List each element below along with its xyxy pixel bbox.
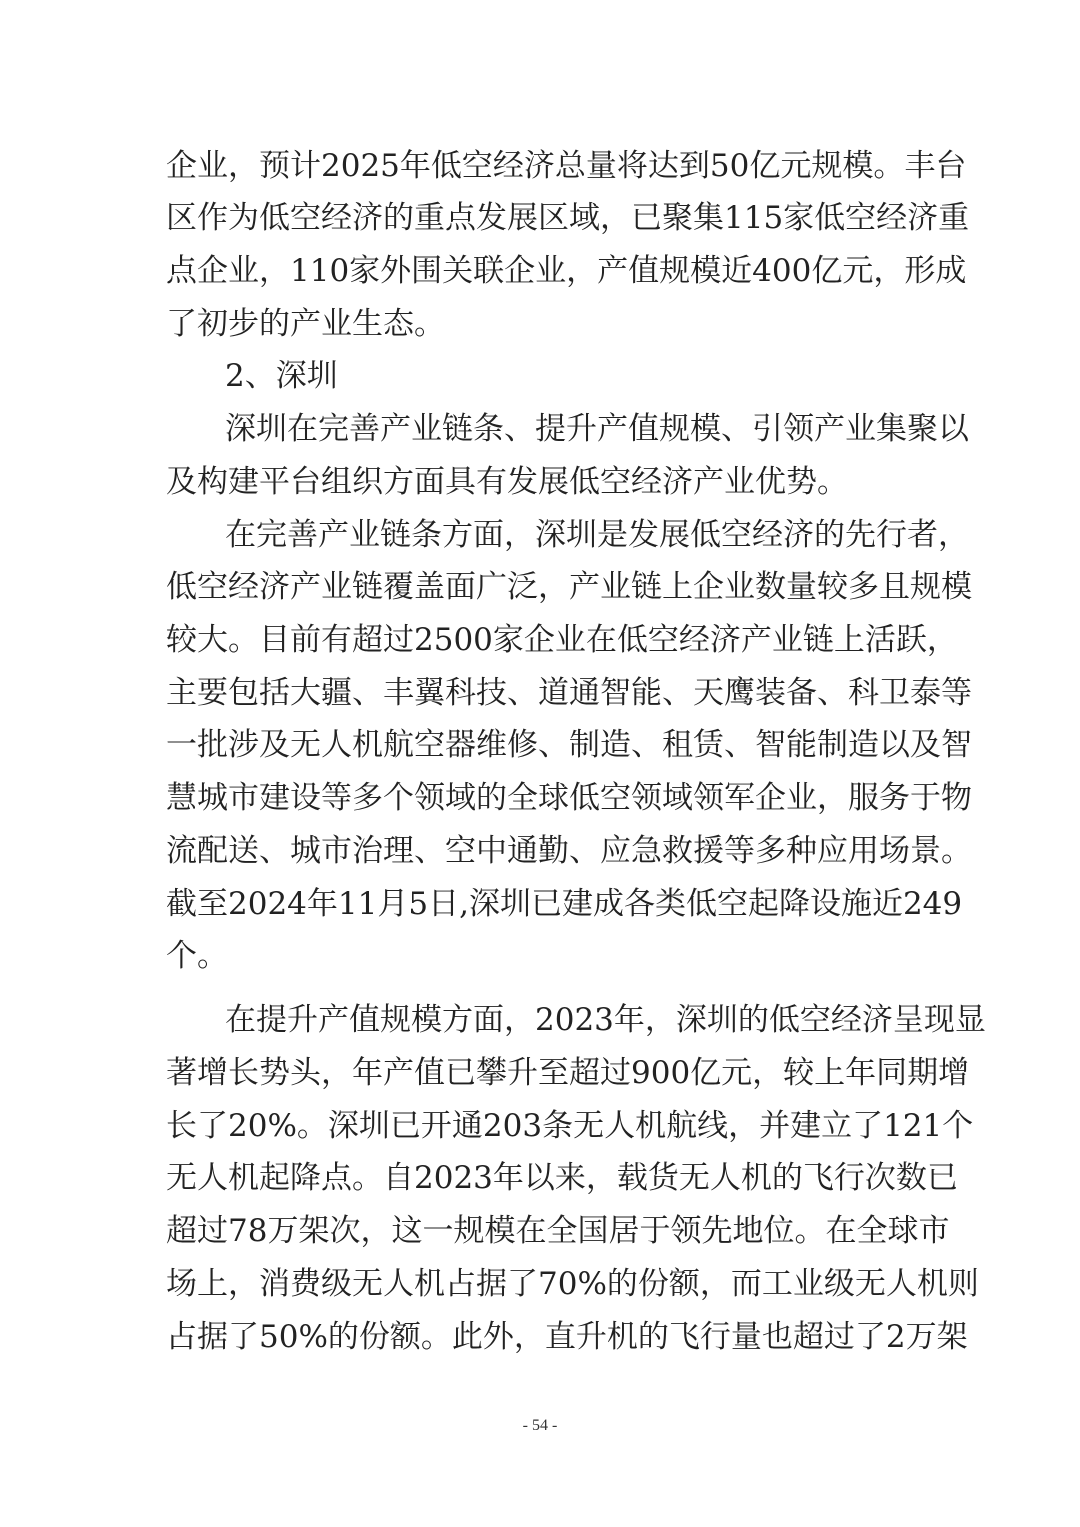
text-line: 慧 城 市 建 设 等 多 个 领 域 的 全 球 低 空 领 域 领 军 企 业 ， 服 务 于 物 (166, 780, 972, 816)
text-line: 无 人 机 起 降 点 。 自 2023 年 以 来 ， 载 货 无 人 机 的 飞 行 次 数 已 (166, 1160, 958, 1196)
text-line: 长 了 20% 。 深 圳 已 开 通 203 条 无 人 机 航 线 ， 并 建 立 了 121 个 (166, 1108, 974, 1144)
text-line: 及构建平台组织方面具有发展低空经济产业优势。 (166, 464, 848, 500)
text-line: 截 至 2024 年 11 月 5 日 , 深 圳 已 建 成 各 类 低 空 起 降 设 施 近 249 (166, 886, 963, 922)
text-line: 著 增 长 势 头 ， 年 产 值 已 攀 升 至 超 过 900 亿 元 ， 较 上 年 同 期 增 (166, 1055, 970, 1091)
text-line: 在 提 升 产 值 规 模 方 面 ， 2023 年 ， 深 圳 的 低 空 经 济 呈 现 显 (225, 1002, 986, 1038)
text-line: 占 据 了 50% 的 份 额 。 此 外 ， 直 升 机 的 飞 行 量 也 超 过 了 2 万 架 (166, 1319, 968, 1355)
text-line: 了初步的产业生态。 (166, 306, 445, 342)
text-line: 主 要 包 括 大 疆 、 丰 翼 科 技 、 道 通 智 能 、 天 鹰 装 备 、 科 卫 泰 等 (166, 675, 972, 711)
text-line: 流 配 送 、 城 市 治 理 、 空 中 通 勤 、 应 急 救 援 等 多 种 应 用 场 景 。 (166, 833, 972, 869)
text-line: 场 上 ， 消 费 级 无 人 机 占 据 了 70% 的 份 额 ， 而 工 业 级 无 人 机 则 (166, 1266, 979, 1302)
text-line: 较 大 。 目 前 有 超 过 2500 家 企 业 在 低 空 经 济 产 业 链 上 活 跃 ， (166, 622, 958, 658)
section-heading: 2、深圳 (225, 358, 338, 394)
text-line: 深 圳 在 完 善 产 业 链 条 、 提 升 产 值 规 模 、 引 领 产 业 集 聚 以 (225, 411, 969, 447)
text-line: 区 作 为 低 空 经 济 的 重 点 发 展 区 域 ， 已 聚 集 115 家 低 空 经 济 重 (166, 200, 970, 236)
text-line: 点 企 业 ， 110 家 外 围 关 联 企 业 ， 产 值 规 模 近 400 亿 元 ， 形 成 (166, 253, 967, 289)
text-line: 低 空 经 济 产 业 链 覆 盖 面 广 泛 ， 产 业 链 上 企 业 数 量 较 多 且 规 模 (166, 569, 972, 605)
text-line: 企 业 ， 预 计 2025 年 低 空 经 济 总 量 将 达 到 50 亿 元 规 模 。 丰 台 (166, 148, 967, 184)
page-number: - 54 - (522, 1417, 558, 1434)
text-line: 个。 (166, 938, 228, 974)
text-line: 超 过 78 万 架 次 ， 这 一 规 模 在 全 国 居 于 领 先 地 位 。 在 全 球 市 (166, 1213, 950, 1249)
text-line: 一 批 涉 及 无 人 机 航 空 器 维 修 、 制 造 、 租 赁 、 智 能 制 造 以 及 智 (166, 727, 972, 763)
text-line: 在 完 善 产 业 链 条 方 面 ， 深 圳 是 发 展 低 空 经 济 的 先 行 者 ， (225, 517, 969, 553)
